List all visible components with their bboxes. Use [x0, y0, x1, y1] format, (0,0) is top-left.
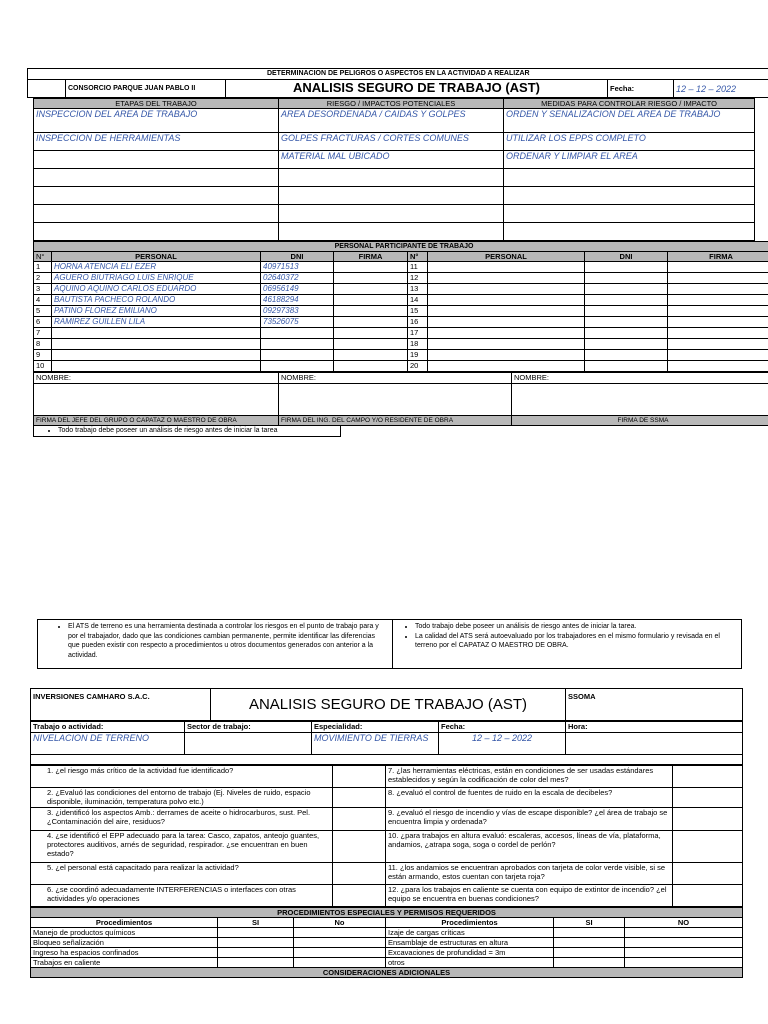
row-number: 9 — [34, 350, 52, 361]
personal-dni[interactable] — [585, 328, 668, 339]
personal-firma[interactable] — [668, 317, 768, 328]
proc-si[interactable] — [554, 928, 625, 938]
etapa-cell[interactable]: INSPECCION DEL AREA DE TRABAJO — [34, 109, 279, 133]
trabajo-label: Trabajo o actividad: — [31, 722, 185, 733]
personal-name[interactable] — [52, 339, 261, 350]
personal-name[interactable] — [428, 361, 585, 372]
fecha-label: Fecha: — [439, 722, 566, 733]
personal-name[interactable]: HORNA ATENCIA ELI EZER — [52, 262, 261, 273]
firma-space[interactable] — [34, 384, 279, 416]
col-firma: FIRMA — [334, 252, 408, 262]
personal-dni[interactable] — [585, 273, 668, 284]
row-number: 20 — [408, 361, 428, 372]
trabajo-value[interactable]: NIVELACION DE TERRENO — [31, 733, 185, 755]
spacer-cell — [28, 80, 66, 98]
col-n: N° — [34, 252, 52, 262]
determinacion-header: DETERMINACION DE PELIGROS O ASPECTOS EN LA ACTIVIDAD A REALIZAR — [28, 69, 768, 80]
proc-name: Trabajos en caliente — [31, 958, 218, 968]
personal-firma[interactable] — [334, 262, 408, 273]
table-row — [31, 928, 743, 938]
row-number: 16 — [408, 317, 428, 328]
medida-cell[interactable] — [504, 205, 755, 223]
personal-firma[interactable] — [334, 339, 408, 350]
etapa-cell[interactable] — [34, 169, 279, 187]
fecha-label: Fecha: — [608, 80, 674, 98]
firma-jefe-label: FIRMA DEL JEFE DEL GRUPO O CAPATAZ O MAESTRO DE OBRA — [34, 416, 279, 426]
riesgo-cell[interactable]: AREA DESORDENADA / CAIDAS Y GOLPES — [279, 109, 504, 133]
personal-name[interactable] — [428, 306, 585, 317]
sector-value[interactable] — [185, 733, 312, 755]
personal-table — [33, 241, 768, 372]
personal-firma[interactable] — [334, 317, 408, 328]
personal-firma[interactable] — [668, 361, 768, 372]
personal-firma[interactable] — [334, 295, 408, 306]
table-row — [34, 306, 768, 317]
personal-firma[interactable] — [668, 306, 768, 317]
firma-space[interactable] — [512, 384, 768, 416]
question-item: 3. ¿identificó los aspectos Amb.: derrames de aceite o hidrocarburos, sust. Pel. ¿Contaminación del aire, residuos? — [31, 808, 333, 831]
personal-firma[interactable] — [668, 350, 768, 361]
firma-ing-label: FIRMA DEL ING. DEL CAMPO Y/O RESIDENTE DE OBRA — [279, 416, 512, 426]
fecha-value[interactable]: 12 – 12 – 2022 — [439, 733, 566, 755]
table-row — [34, 328, 768, 339]
personal-dni[interactable]: 46188294 — [261, 295, 334, 306]
consideraciones-title: CONSIDERACIONES ADICIONALES — [31, 968, 743, 978]
row-number: 3 — [34, 284, 52, 295]
bottom-form — [30, 688, 742, 978]
personal-firma[interactable] — [334, 284, 408, 295]
question-answer[interactable] — [673, 885, 743, 907]
question-item: 12. ¿para los trabajos en caliente se cuenta con equipo de extintor de incendio? ¿el equipo se encuentra en buenas condiciones? — [386, 885, 673, 907]
personal-firma[interactable] — [334, 273, 408, 284]
personal-firma[interactable] — [668, 295, 768, 306]
col-no: NO — [625, 918, 743, 928]
personal-firma[interactable] — [668, 339, 768, 350]
proc-si[interactable] — [554, 948, 625, 958]
col-si: SI — [218, 918, 294, 928]
personal-name[interactable] — [428, 350, 585, 361]
col-riesgo: RIESGO / IMPACTOS POTENCIALES — [279, 99, 504, 109]
table-row — [34, 361, 768, 372]
row-number: 5 — [34, 306, 52, 317]
col-n: N° — [408, 252, 428, 262]
col-dni: DNI — [585, 252, 668, 262]
personal-name[interactable] — [428, 328, 585, 339]
row-number: 18 — [408, 339, 428, 350]
medida-cell[interactable] — [504, 169, 755, 187]
riesgo-cell[interactable] — [279, 205, 504, 223]
question-item: 9. ¿evaluó el riesgo de incendio y vías de escape disponible? ¿el área de trabajo se encuentra limpia y ordenada? — [386, 808, 673, 831]
col-no: No — [294, 918, 386, 928]
proc-name: Izaje de cargas críticas — [386, 928, 554, 938]
proc-title: PROCEDIMIENTOS ESPECIALES Y PERMISOS REQUERIDOS — [31, 908, 743, 918]
row-number: 4 — [34, 295, 52, 306]
proc-no[interactable] — [294, 958, 386, 968]
personal-name[interactable]: BAUTISTA PACHECO ROLANDO — [52, 295, 261, 306]
personal-firma[interactable] — [334, 306, 408, 317]
row-number: 19 — [408, 350, 428, 361]
nombre-label: NOMBRE: — [34, 373, 279, 384]
col-si: SI — [554, 918, 625, 928]
personal-firma[interactable] — [334, 350, 408, 361]
proc-no[interactable] — [625, 928, 743, 938]
personal-name[interactable] — [52, 361, 261, 372]
question-answer[interactable] — [333, 885, 386, 907]
question-item: 2. ¿Evaluó las condiciones del entorno de trabajo (Ej. Niveles de ruido, espacio disponible, iluminación, temperatura polvo etc.) — [31, 788, 333, 808]
row-number: 11 — [408, 262, 428, 273]
col-etapas: ETAPAS DEL TRABAJO — [34, 99, 279, 109]
proc-name: otros — [386, 958, 554, 968]
fecha-value[interactable]: 12 – 12 – 2022 — [674, 80, 768, 98]
row-number: 15 — [408, 306, 428, 317]
col-procedimientos: Procedimientos — [386, 918, 554, 928]
firmas-table — [33, 372, 768, 426]
personal-dni[interactable] — [585, 262, 668, 273]
question-answer[interactable] — [333, 766, 386, 788]
proc-si[interactable] — [218, 958, 294, 968]
row-number: 1 — [34, 262, 52, 273]
personal-dni[interactable]: 09297383 — [261, 306, 334, 317]
col-personal: PERSONAL — [52, 252, 261, 262]
personal-dni[interactable] — [585, 361, 668, 372]
proc-name: Excavaciones de profundidad = 3m — [386, 948, 554, 958]
firma-ssma-label: FIRMA DE SSMA — [512, 416, 768, 426]
firma-space[interactable] — [279, 384, 512, 416]
etapa-cell[interactable] — [34, 205, 279, 223]
table-row — [34, 262, 768, 273]
personal-dni[interactable] — [585, 306, 668, 317]
proc-si[interactable] — [218, 938, 294, 948]
personal-dni[interactable]: 40971513 — [261, 262, 334, 273]
question-answer[interactable] — [673, 766, 743, 788]
personal-dni[interactable]: 06956149 — [261, 284, 334, 295]
personal-dni[interactable] — [585, 295, 668, 306]
personal-name[interactable] — [428, 339, 585, 350]
question-item: 10. ¿para trabajos en altura evaluó: escaleras, accesos, líneas de vía, plataforma, andamios, ¿atrapa soga, soga o cordel de perlón? — [386, 831, 673, 863]
medida-cell[interactable] — [504, 187, 755, 205]
info-left — [38, 620, 393, 668]
medida-cell[interactable]: UTILIZAR LOS EPPS COMPLETO — [504, 133, 755, 151]
proc-name: Ingreso ha espacios confinados — [31, 948, 218, 958]
top-header-table — [27, 68, 768, 98]
proc-si[interactable] — [554, 938, 625, 948]
info-box — [37, 619, 742, 669]
etapas-table — [33, 98, 755, 241]
info-left-text: • El ATS de terreno es una herramienta destinada a controlar los riesgos en el punto de trabajo para y por el trabajador, dado que las condiciones cambian permanente, permite identificar las diferencias que pueden existir con respecto a procedimientos u otros documentos generados con anterior a la actividad. — [68, 622, 388, 660]
row-number: 10 — [34, 361, 52, 372]
table-row — [31, 938, 743, 948]
table-row — [34, 350, 768, 361]
personal-firma[interactable] — [334, 328, 408, 339]
personal-name[interactable]: AGUERO BIUTRIAGO LUIS ENRIQUE — [52, 273, 261, 284]
question-item: 6. ¿se coordinó adecuadamente INTERFERENCIAS o interfaces con otras actividades y/o operaciones — [31, 885, 333, 907]
personal-name[interactable]: PATINO FLOREZ EMILIANO — [52, 306, 261, 317]
question-item: 1. ¿el riesgo más crítico de la actividad fue identificado? — [31, 766, 333, 788]
activity-table — [30, 721, 743, 765]
col-firma: FIRMA — [668, 252, 768, 262]
col-medidas: MEDIDAS PARA CONTROLAR RIESGO / IMPACTO — [504, 99, 755, 109]
table-row — [34, 339, 768, 350]
riesgo-cell[interactable]: GOLPES FRACTURAS / CORTES COMUNES — [279, 133, 504, 151]
personal-dni[interactable] — [261, 361, 334, 372]
question-answer[interactable] — [673, 831, 743, 863]
personal-dni[interactable] — [261, 328, 334, 339]
bottom-header-table — [30, 688, 743, 721]
question-answer[interactable] — [333, 808, 386, 831]
etapa-cell[interactable]: INSPECCION DE HERRAMIENTAS — [34, 133, 279, 151]
personal-name[interactable] — [428, 262, 585, 273]
personal-dni[interactable]: 02640372 — [261, 273, 334, 284]
proc-si[interactable] — [554, 958, 625, 968]
medida-cell[interactable]: ORDEN Y SENALIZACION DEL AREA DE TRABAJO — [504, 109, 755, 133]
proc-no[interactable] — [625, 948, 743, 958]
sector-label: Sector de trabajo: — [185, 722, 312, 733]
personal-name[interactable]: RAMIREZ GUILLEN LILA — [52, 317, 261, 328]
riesgo-cell[interactable] — [279, 169, 504, 187]
question-answer[interactable] — [673, 788, 743, 808]
riesgo-cell[interactable] — [279, 187, 504, 205]
question-answer[interactable] — [673, 808, 743, 831]
col-dni: DNI — [261, 252, 334, 262]
table-row — [31, 958, 743, 968]
table-row — [34, 273, 768, 284]
row-number: 8 — [34, 339, 52, 350]
table-row — [34, 284, 768, 295]
hora-value[interactable] — [566, 733, 743, 755]
table-row — [31, 948, 743, 958]
etapa-cell[interactable] — [34, 223, 279, 241]
spacer-row — [31, 755, 743, 765]
hora-label: Hora: — [566, 722, 743, 733]
proc-no[interactable] — [625, 938, 743, 948]
personal-name[interactable] — [428, 295, 585, 306]
proc-no[interactable] — [294, 928, 386, 938]
form-title: ANALISIS SEGURO DE TRABAJO (AST) — [226, 80, 608, 98]
question-item: 11. ¿los andamios se encuentran aprobados con tarjeta de color verde visible, si se están armando, estos cuentan con tarjeta roja? — [386, 863, 673, 885]
ssoma-label: SSOMA — [566, 689, 743, 721]
nombre-label: NOMBRE: — [279, 373, 512, 384]
row-number: 12 — [408, 273, 428, 284]
note-text: • Todo trabajo debe poseer un análisis de riesgo antes de iniciar la tarea — [58, 426, 340, 436]
medida-cell[interactable] — [504, 223, 755, 241]
procedures-table — [30, 907, 743, 978]
etapa-cell[interactable] — [34, 151, 279, 169]
especialidad-label: Especialidad: — [312, 722, 439, 733]
personal-title: PERSONAL PARTICIPANTE DE TRABAJO — [34, 242, 768, 252]
form-title: ANALISIS SEGURO DE TRABAJO (AST) — [211, 689, 566, 721]
proc-name: Bloqueo señalización — [31, 938, 218, 948]
question-item: 7. ¿las herramientas eléctricas, están en condiciones de ser usadas estándares establecidos y según la codificación de color del mes? — [386, 766, 673, 788]
col-procedimientos: Procedimientos — [31, 918, 218, 928]
especialidad-value[interactable]: MOVIMIENTO DE TIERRAS — [312, 733, 439, 755]
row-number: 7 — [34, 328, 52, 339]
questions-table — [30, 765, 743, 907]
riesgo-cell[interactable]: MATERIAL MAL UBICADO — [279, 151, 504, 169]
note-box — [33, 426, 341, 437]
info-right — [393, 620, 741, 668]
personal-dni[interactable] — [585, 317, 668, 328]
table-row — [34, 295, 768, 306]
nombre-label: NOMBRE: — [512, 373, 768, 384]
question-answer[interactable] — [333, 863, 386, 885]
proc-no[interactable] — [625, 958, 743, 968]
question-answer[interactable] — [333, 831, 386, 863]
personal-name[interactable] — [52, 328, 261, 339]
medida-cell[interactable]: ORDENAR Y LIMPIAR EL AREA — [504, 151, 755, 169]
personal-name[interactable] — [428, 284, 585, 295]
personal-dni[interactable] — [585, 339, 668, 350]
proc-name: Manejo de productos químicos — [31, 928, 218, 938]
proc-si[interactable] — [218, 948, 294, 958]
col-personal: PERSONAL — [428, 252, 585, 262]
personal-name[interactable] — [428, 317, 585, 328]
info-right-text: • Todo trabajo debe poseer un análisis de riesgo antes de iniciar la tarea. — [415, 622, 737, 632]
row-number: 2 — [34, 273, 52, 284]
personal-name[interactable] — [52, 350, 261, 361]
proc-no[interactable] — [294, 938, 386, 948]
question-item: 4. ¿se identificó el EPP adecuado para la tarea: Casco, zapatos, anteojo guantes, protectores auditivos, arnés de seguridad, respirador. ¿se encuentran en buen estado? — [31, 831, 333, 863]
personal-dni[interactable] — [585, 284, 668, 295]
info-right-text: • La calidad del ATS será autoevaluado por los trabajadores en el mismo formulario y revisada en el terreno por el CAPATAZ O MAESTRO DE OBRA. — [415, 632, 737, 651]
company-name: INVERSIONES CAMHARO S.A.C. — [31, 689, 211, 721]
question-item: 8. ¿evaluó el control de fuentes de ruido en la escala de decibeles? — [386, 788, 673, 808]
etapa-cell[interactable] — [34, 187, 279, 205]
personal-name[interactable]: AQUINO AQUINO CARLOS EDUARDO — [52, 284, 261, 295]
row-number: 6 — [34, 317, 52, 328]
personal-firma[interactable] — [668, 273, 768, 284]
riesgo-cell[interactable] — [279, 223, 504, 241]
top-form — [27, 68, 768, 437]
question-answer[interactable] — [673, 863, 743, 885]
personal-dni[interactable]: 73526075 — [261, 317, 334, 328]
personal-dni[interactable] — [585, 350, 668, 361]
row-number: 14 — [408, 295, 428, 306]
personal-firma[interactable] — [334, 361, 408, 372]
personal-firma[interactable] — [668, 262, 768, 273]
proc-si[interactable] — [218, 928, 294, 938]
personal-firma[interactable] — [668, 284, 768, 295]
table-row — [34, 317, 768, 328]
company-name: CONSORCIO PARQUE JUAN PABLO II — [66, 80, 226, 98]
row-number: 17 — [408, 328, 428, 339]
personal-firma[interactable] — [668, 328, 768, 339]
row-number: 13 — [408, 284, 428, 295]
personal-dni[interactable] — [261, 339, 334, 350]
proc-no[interactable] — [294, 948, 386, 958]
proc-name: Ensamblaje de estructuras en altura — [386, 938, 554, 948]
question-answer[interactable] — [333, 788, 386, 808]
personal-dni[interactable] — [261, 350, 334, 361]
question-item: 5. ¿el personal está capacitado para realizar la actividad? — [31, 863, 333, 885]
personal-name[interactable] — [428, 273, 585, 284]
